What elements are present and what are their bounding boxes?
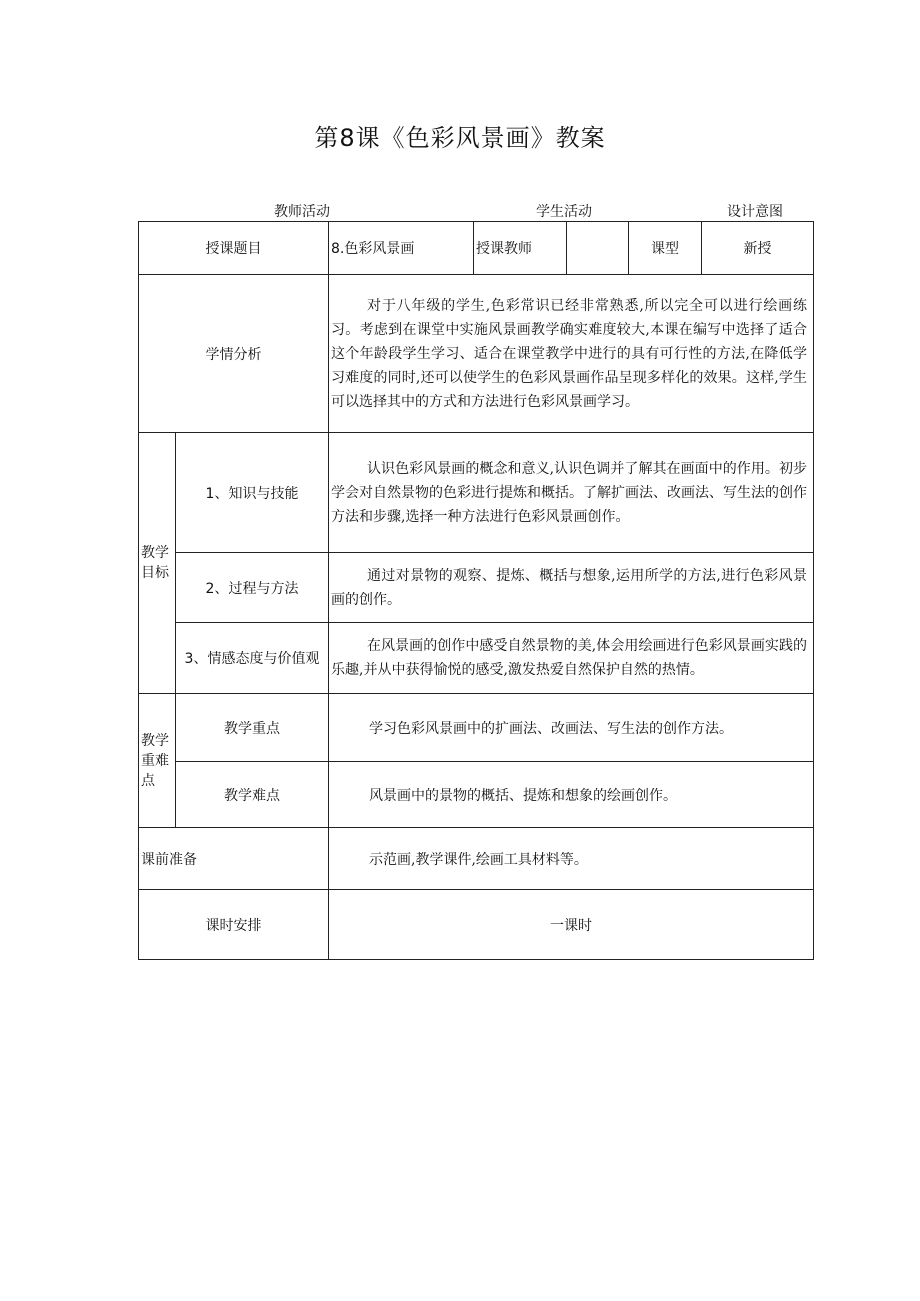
- goal-2-label: 2、过程与方法: [176, 553, 329, 623]
- keypoints-label: 教学重难点: [139, 694, 176, 828]
- lesson-type-value: 新授: [702, 222, 814, 275]
- table-row-difficult-point: [139, 762, 814, 828]
- schedule-text: 一课时: [329, 890, 814, 960]
- lesson-plan-table: [138, 221, 814, 960]
- topic-value: 8.色彩风景画: [329, 222, 474, 275]
- column-header-student: 学生活动: [536, 204, 592, 220]
- table-row-analysis: [139, 275, 814, 433]
- analysis-text: 对于八年级的学生,色彩常识已经非常熟悉,所以完全可以进行绘画练习。考虑到在课堂中实施风景画教学确实难度较大,本课在编写中选择了适合这个年龄段学生学习、适合在课堂教学中进行的具有可行性的方法,在降低学习难度的同时,还可以使学生的色彩风景画作品呈现多样化的效果。这样,学生可以选择其中的方式和方法进行色彩风景画学习。: [329, 275, 814, 433]
- goals-label: 教学目标: [139, 433, 176, 694]
- table-row-goal-2: [139, 553, 814, 623]
- table-row-topic: [139, 222, 814, 275]
- difficult-point-text: 风景画中的景物的概括、提炼和想象的绘画创作。: [329, 762, 814, 828]
- key-point-label: 教学重点: [176, 694, 329, 762]
- page-title: 第8课《色彩风景画》教案: [314, 124, 606, 152]
- difficult-point-label: 教学难点: [176, 762, 329, 828]
- table-row-preparation: [139, 828, 814, 890]
- column-header-intent: 设计意图: [727, 204, 783, 220]
- goal-2-text: 通过对景物的观察、提炼、概括与想象,运用所学的方法,进行色彩风景画的创作。: [329, 553, 814, 623]
- table-row-goal-1: [139, 433, 814, 553]
- column-header-teacher: 教师活动: [274, 204, 330, 220]
- goal-3-text: 在风景画的创作中感受自然景物的美,体会用绘画进行色彩风景画实践的乐趣,并从中获得愉悦的感受,激发热爱自然保护自然的热情。: [329, 623, 814, 694]
- preparation-label: 课前准备: [139, 828, 329, 890]
- preparation-text: 示范画,教学课件,绘画工具材料等。: [329, 828, 814, 890]
- goal-1-label: 1、知识与技能: [176, 433, 329, 553]
- teacher-value: [567, 222, 629, 275]
- key-point-text: 学习色彩风景画中的扩画法、改画法、写生法的创作方法。: [329, 694, 814, 762]
- teacher-label: 授课教师: [474, 222, 567, 275]
- schedule-label: 课时安排: [139, 890, 329, 960]
- lesson-type-label: 课型: [629, 222, 702, 275]
- analysis-label: 学情分析: [139, 275, 329, 433]
- table-row-key-point: [139, 694, 814, 762]
- goal-1-text: 认识色彩风景画的概念和意义,认识色调并了解其在画面中的作用。初步学会对自然景物的色彩进行提炼和概括。了解扩画法、改画法、写生法的创作方法和步骤,选择一种方法进行色彩风景画创作。: [329, 433, 814, 553]
- table-row-goal-3: [139, 623, 814, 694]
- table-row-schedule: [139, 890, 814, 960]
- topic-label: 授课题目: [139, 222, 329, 275]
- goal-3-label: 3、情感态度与价值观: [176, 623, 329, 694]
